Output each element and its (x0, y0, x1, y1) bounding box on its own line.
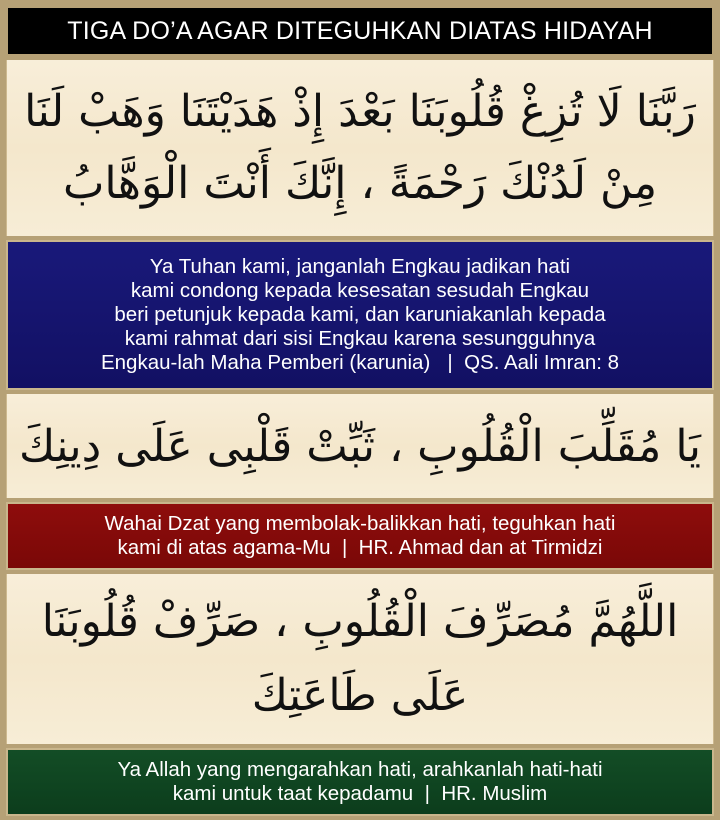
page-title (6, 6, 714, 56)
arabic-prayer-3-line-1: اللَّهُمَّ مُصَرِّفَ الْقُلُوبِ ، صَرِّفْ قُلُوبَنَا (41, 596, 679, 647)
translation-1-line-5: Engkau-lah Maha Pemberi (karunia) | QS. Aali Imran: 8 (100, 351, 620, 374)
page-title-text: TIGA DO’A AGAR DITEGUHKAN DIATAS HIDAYAH (67, 16, 653, 45)
translation-1-line-2: kami condong kepada kesesatan sesudah Engkau (130, 279, 590, 302)
translation-3-line-2: kami untuk taat kepadamu | HR. Muslim (172, 782, 548, 805)
arabic-prayer-3-line-2: عَلَى طَاعَتِكَ (251, 670, 469, 721)
arabic-prayer-1-line-1: رَبَّنَا لَا تُزِغْ قُلُوبَنَا بَعْدَ إِذْ هَدَيْتَنَا وَهَبْ لَنَا (24, 86, 696, 137)
translation-2 (6, 502, 714, 570)
arabic-prayer-2-line-1: يَا مُقَلِّبَ الْقُلُوبِ ، ثَبِّتْ قَلْبِى عَلَى دِينِكَ (19, 420, 701, 472)
translation-3 (6, 748, 714, 816)
translation-1-line-4: kami rahmat dari sisi Engkau karena sesungguhnya (124, 327, 596, 350)
arabic-prayer-1 (6, 60, 714, 236)
translation-2-line-2: kami di atas agama-Mu | HR. Ahmad dan at Tirmidzi (117, 536, 603, 559)
arabic-prayer-3 (6, 574, 714, 744)
translation-3-line-1: Ya Allah yang mengarahkan hati, arahkanlah hati-hati (117, 758, 603, 781)
translation-1-line-1: Ya Tuhan kami, janganlah Engkau jadikan hati (149, 255, 571, 278)
arabic-prayer-2 (6, 394, 714, 498)
translation-2-line-1: Wahai Dzat yang membolak-balikkan hati, teguhkan hati (104, 512, 616, 535)
translation-1 (6, 240, 714, 390)
arabic-prayer-1-line-2: مِنْ لَدُنْكَ رَحْمَةً ، إِنَّكَ أَنْتَ الْوَهَّابُ (62, 158, 658, 209)
translation-1-line-3: beri petunjuk kepada kami, dan karuniakanlah kepada (114, 303, 606, 326)
